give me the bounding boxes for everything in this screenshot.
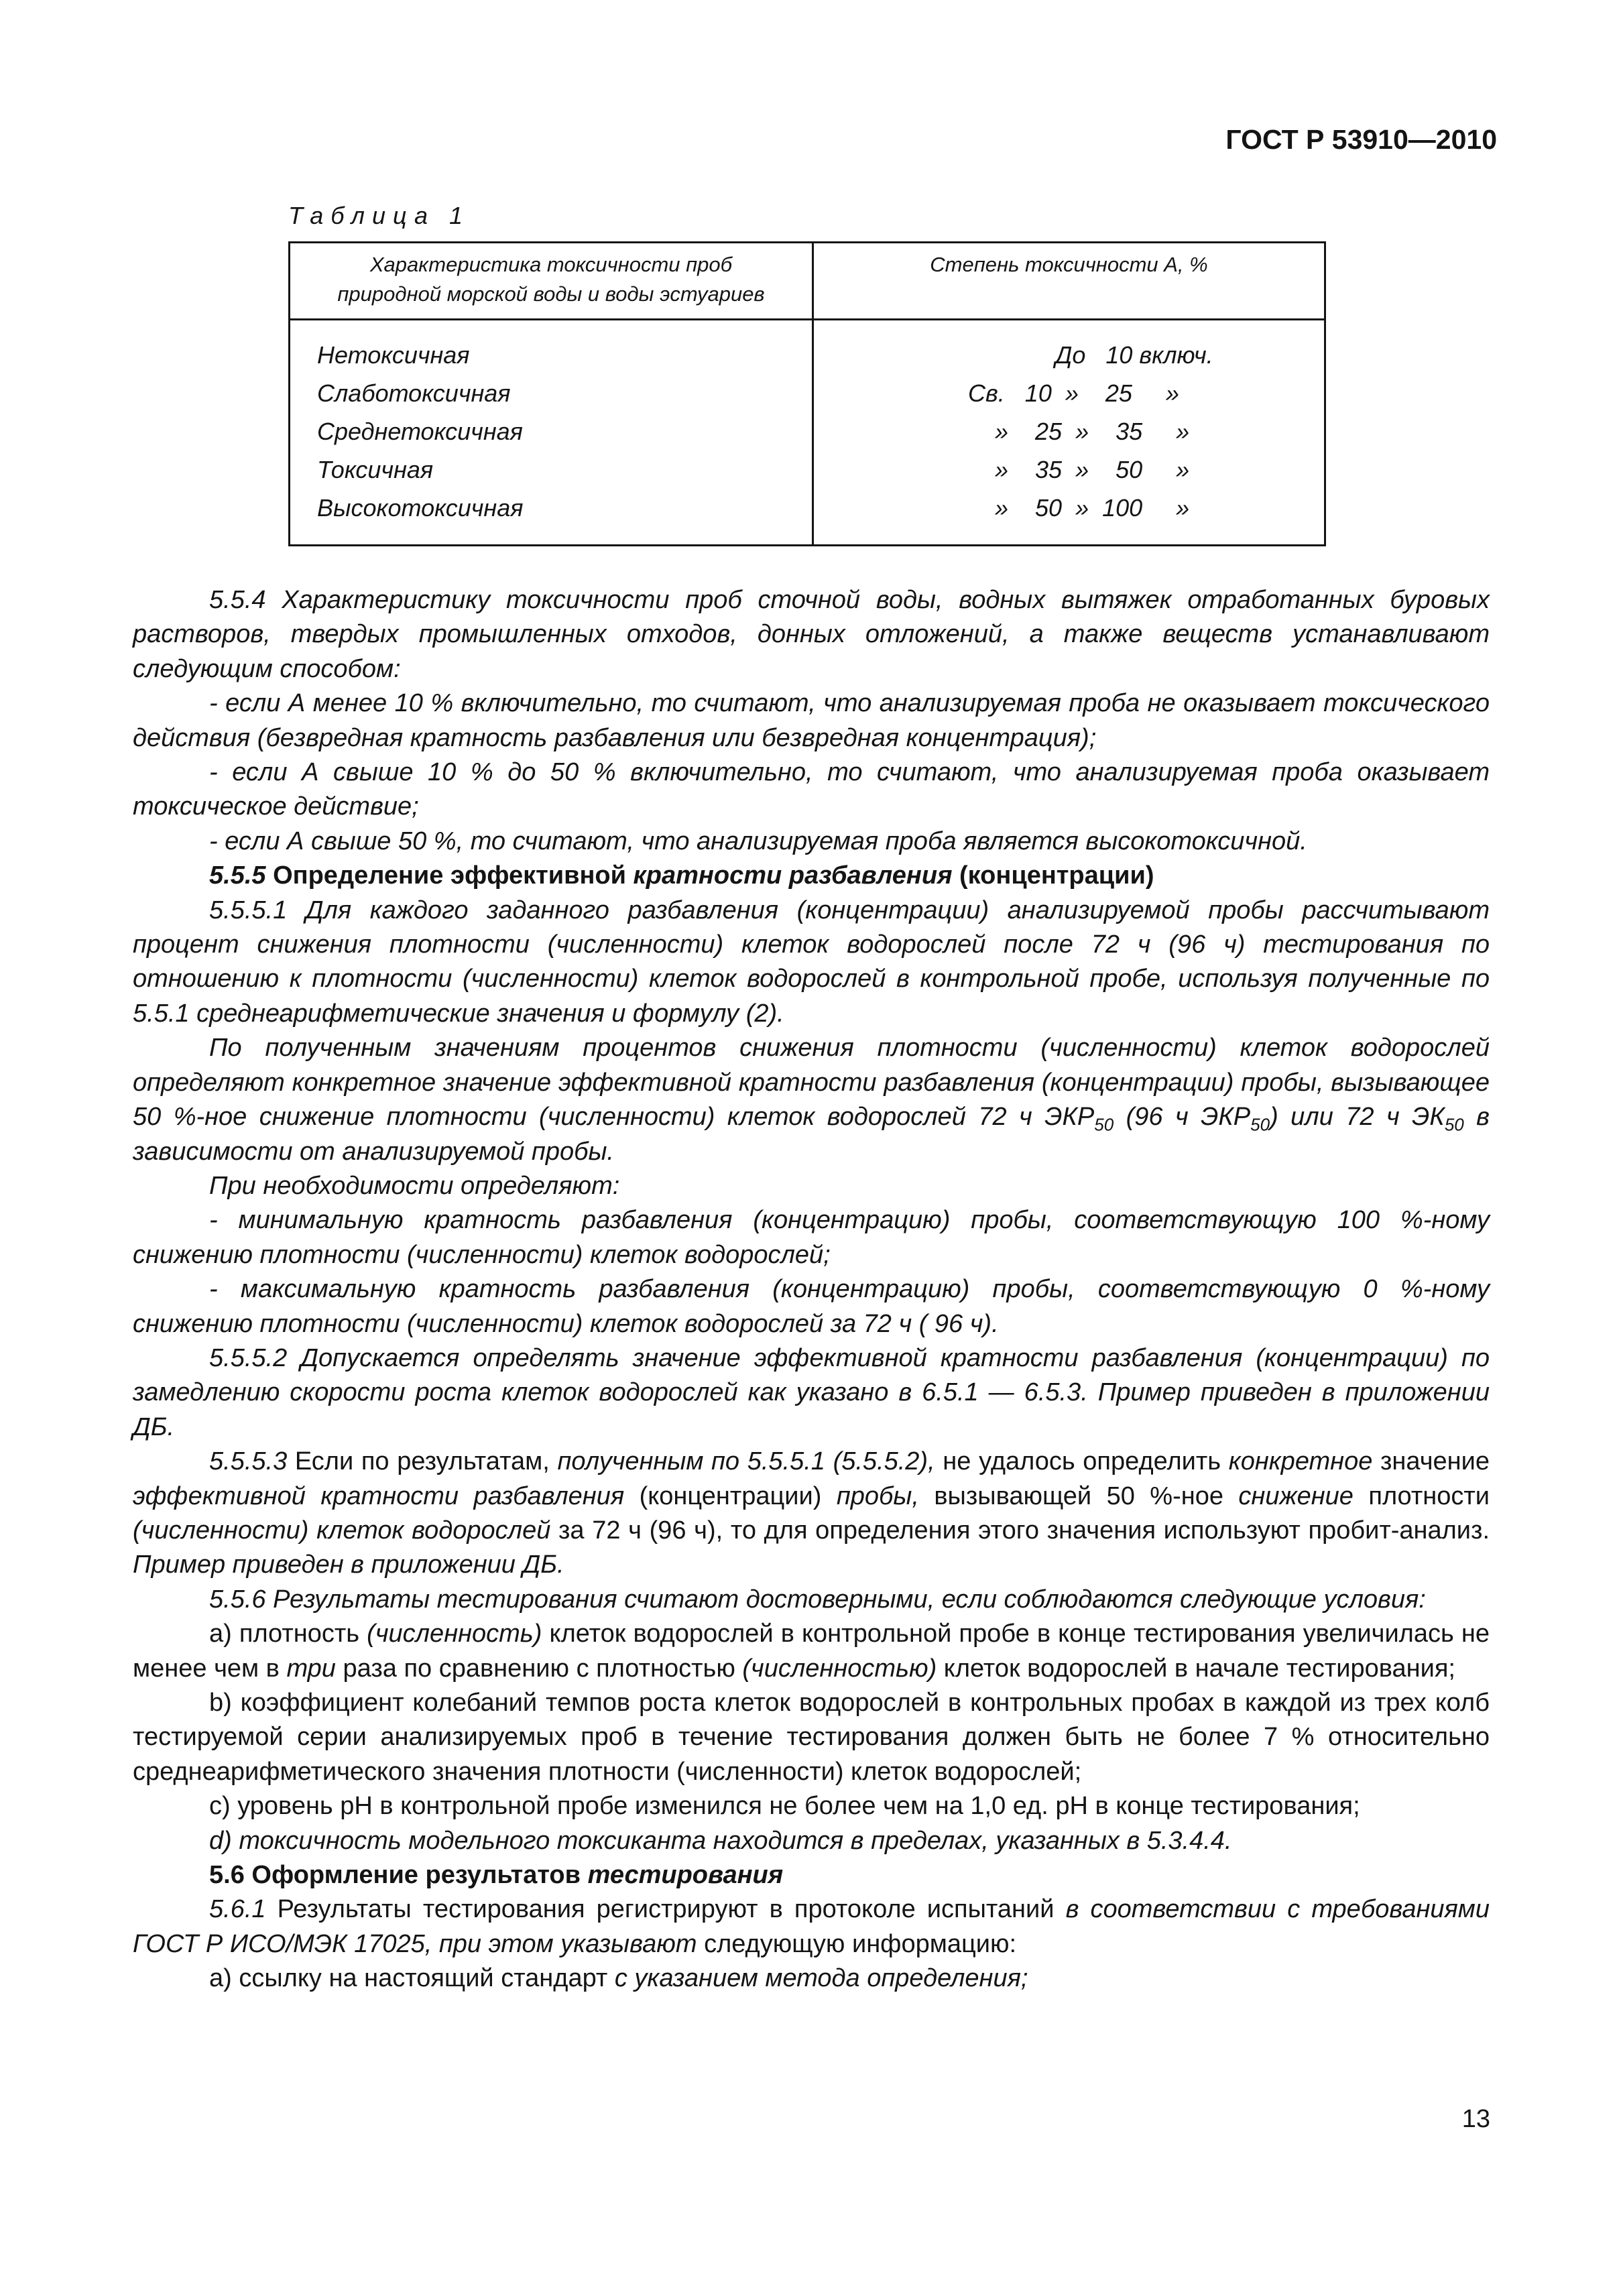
section-heading-5-5-5: 5.5.5 Определение эффективной кратности разбавления (концентрации) xyxy=(209,861,1154,890)
table-row xyxy=(290,336,1324,374)
page-number: 13 xyxy=(1461,2105,1490,2133)
document-body xyxy=(133,583,1490,1996)
row-characteristic: Высокотоксичная xyxy=(317,494,524,522)
table-header-characteristic: Характеристика токсичности проб природной морской воды и воды эстуариев xyxy=(337,253,765,306)
row-range: До 10 включ. xyxy=(1055,341,1213,369)
paragraph-condition-d: d) токсичность модельного токсиканта находится в пределах, указанных в 5.3.4.4. xyxy=(209,1826,1232,1855)
paragraph-5-5-5-2: 5.5.5.2 Допускается определять значение эффективной кратности разбавления (концентрации) по замедлению скорости роста клеток водорослей как указано в 6.5.1 — 6.5.3. Пример приведен в приложении ДБ. xyxy=(133,1343,1490,1441)
paragraph-condition-c: c) уровень рН в контрольной пробе изменился не более чем на 1,0 ед. рН в конце тестирования; xyxy=(209,1792,1360,1821)
table-row xyxy=(290,450,1324,489)
table-row xyxy=(290,489,1324,527)
row-characteristic: Нетоксичная xyxy=(317,341,470,369)
row-range: » 25 » 35 » xyxy=(968,418,1190,445)
toxicity-table xyxy=(288,241,1326,546)
table-row xyxy=(290,412,1324,450)
paragraph-condition-a: а) плотность (численность) клеток водорослей в контрольной пробе в конце тестирования увеличилась не менее чем в три раза по сравнению с плотностью (численностью) клеток водорослей в начале тестирования; xyxy=(133,1620,1490,1683)
paragraph-5-5-5-1: 5.5.5.1 Для каждого заданного разбавления (концентрации) анализируемой пробы рассчитывают процент снижения плотности (численности) клеток водорослей после 72 ч (96 ч) тестирования по отношению к плотности (численности) клеток водорослей в контрольной пробе, используя полученные по 5.5.1 среднеарифметические значения и формулу (2). xyxy=(133,896,1490,1028)
section-heading-5-6: 5.6 Оформление результатов тестирования xyxy=(209,1861,784,1890)
paragraph-item-a: а) ссылку на настоящий стандарт с указанием метода определения; xyxy=(209,1964,1028,1993)
paragraph-5-5-5-3: 5.5.5.3 Если по результатам, полученным по 5.5.5.1 (5.5.5.2), не удалось определить конкретное значение эффективной кратности разбавления (концентрации) пробы, вызывающей 50 %-ное снижение плотности (численности) клеток водорослей за 72 ч (96 ч), то для определения этого значения используют пробит-анализ. Пример приведен в приложении ДБ. xyxy=(133,1447,1490,1579)
row-characteristic: Среднетоксичная xyxy=(317,418,523,445)
paragraph-5-5-4: 5.5.4 Характеристику токсичности проб сточной воды, водных вытяжек отработанных буровых растворов, твердых промышленных отходов, донных отложений, а также веществ устанавливают следующим способом: xyxy=(133,586,1490,683)
table-header-divider xyxy=(290,318,1324,320)
paragraph-list-item: - если А менее 10 % включительно, то считают, что анализируемая проба не оказывает токсического действия (безвредная кратность разбавления или безвредная концентрация); xyxy=(133,689,1490,752)
paragraph-condition-b: b) коэффициент колебаний темпов роста клеток водорослей в контрольных пробах в каждой из трех колб тестируемой серии анализируемых проб в течение тестирования должен быть не более 7 % относительно среднеарифметического значения плотности (численности) клеток водорослей; xyxy=(133,1689,1490,1786)
paragraph-list-item: - максимальную кратность разбавления (концентрацию) пробы, соответствующую 0 %-ному снижению плотности (численности) клеток водорослей за 72 ч ( 96 ч). xyxy=(133,1275,1490,1338)
row-range: » 50 » 100 » xyxy=(968,494,1190,522)
paragraph-list-item: - если А свыше 10 % до 50 % включительно, то считают, что анализируемая проба оказывает токсическое действие; xyxy=(133,758,1490,821)
paragraph-list-item: - если А свыше 50 %, то считают, что анализируемая проба является высокотоксичной. xyxy=(209,827,1307,855)
row-range: » 35 » 50 » xyxy=(968,456,1190,483)
row-characteristic: Токсичная xyxy=(317,456,434,483)
row-range: Св. 10 » 25 » xyxy=(968,379,1179,407)
paragraph-5-5-6: 5.5.6 Результаты тестирования считают достоверными, если соблюдаются следующие условия: xyxy=(209,1585,1426,1614)
paragraph-5-6-1: 5.6.1 Результаты тестирования регистрируют в протоколе испытаний в соответствии с требованиями ГОСТ Р ИСО/МЭК 17025, при этом указывают следующую информацию: xyxy=(133,1895,1490,1958)
table-row xyxy=(290,374,1324,412)
row-characteristic: Слаботоксичная xyxy=(317,379,511,407)
document-header: ГОСТ Р 53910—2010 xyxy=(1225,124,1497,155)
paragraph-list-item: - минимальную кратность разбавления (концентрацию) пробы, соответствующую 100 %-ному снижению плотности (численности) клеток водорослей; xyxy=(133,1206,1490,1269)
table-caption: Таблица 1 xyxy=(288,202,471,229)
table-header-degree: Степень токсичности А, % xyxy=(930,253,1208,276)
paragraph-if-needed: При необходимости определяют: xyxy=(209,1171,620,1200)
paragraph-ekr: По полученным значениям процентов снижения плотности (численности) клеток водорослей определяют конкретное значение эффективной кратности разбавления (концентрации) пробы, вызывающее 50 %-ное снижение плотности (численности) клеток водорослей 72 ч $ЭКР_{50}$ (96 ч $ЭКР_{50}$) или 72 ч $ЭК_{50}$ в зависимости от анализируемой пробы. xyxy=(133,1034,1490,1166)
